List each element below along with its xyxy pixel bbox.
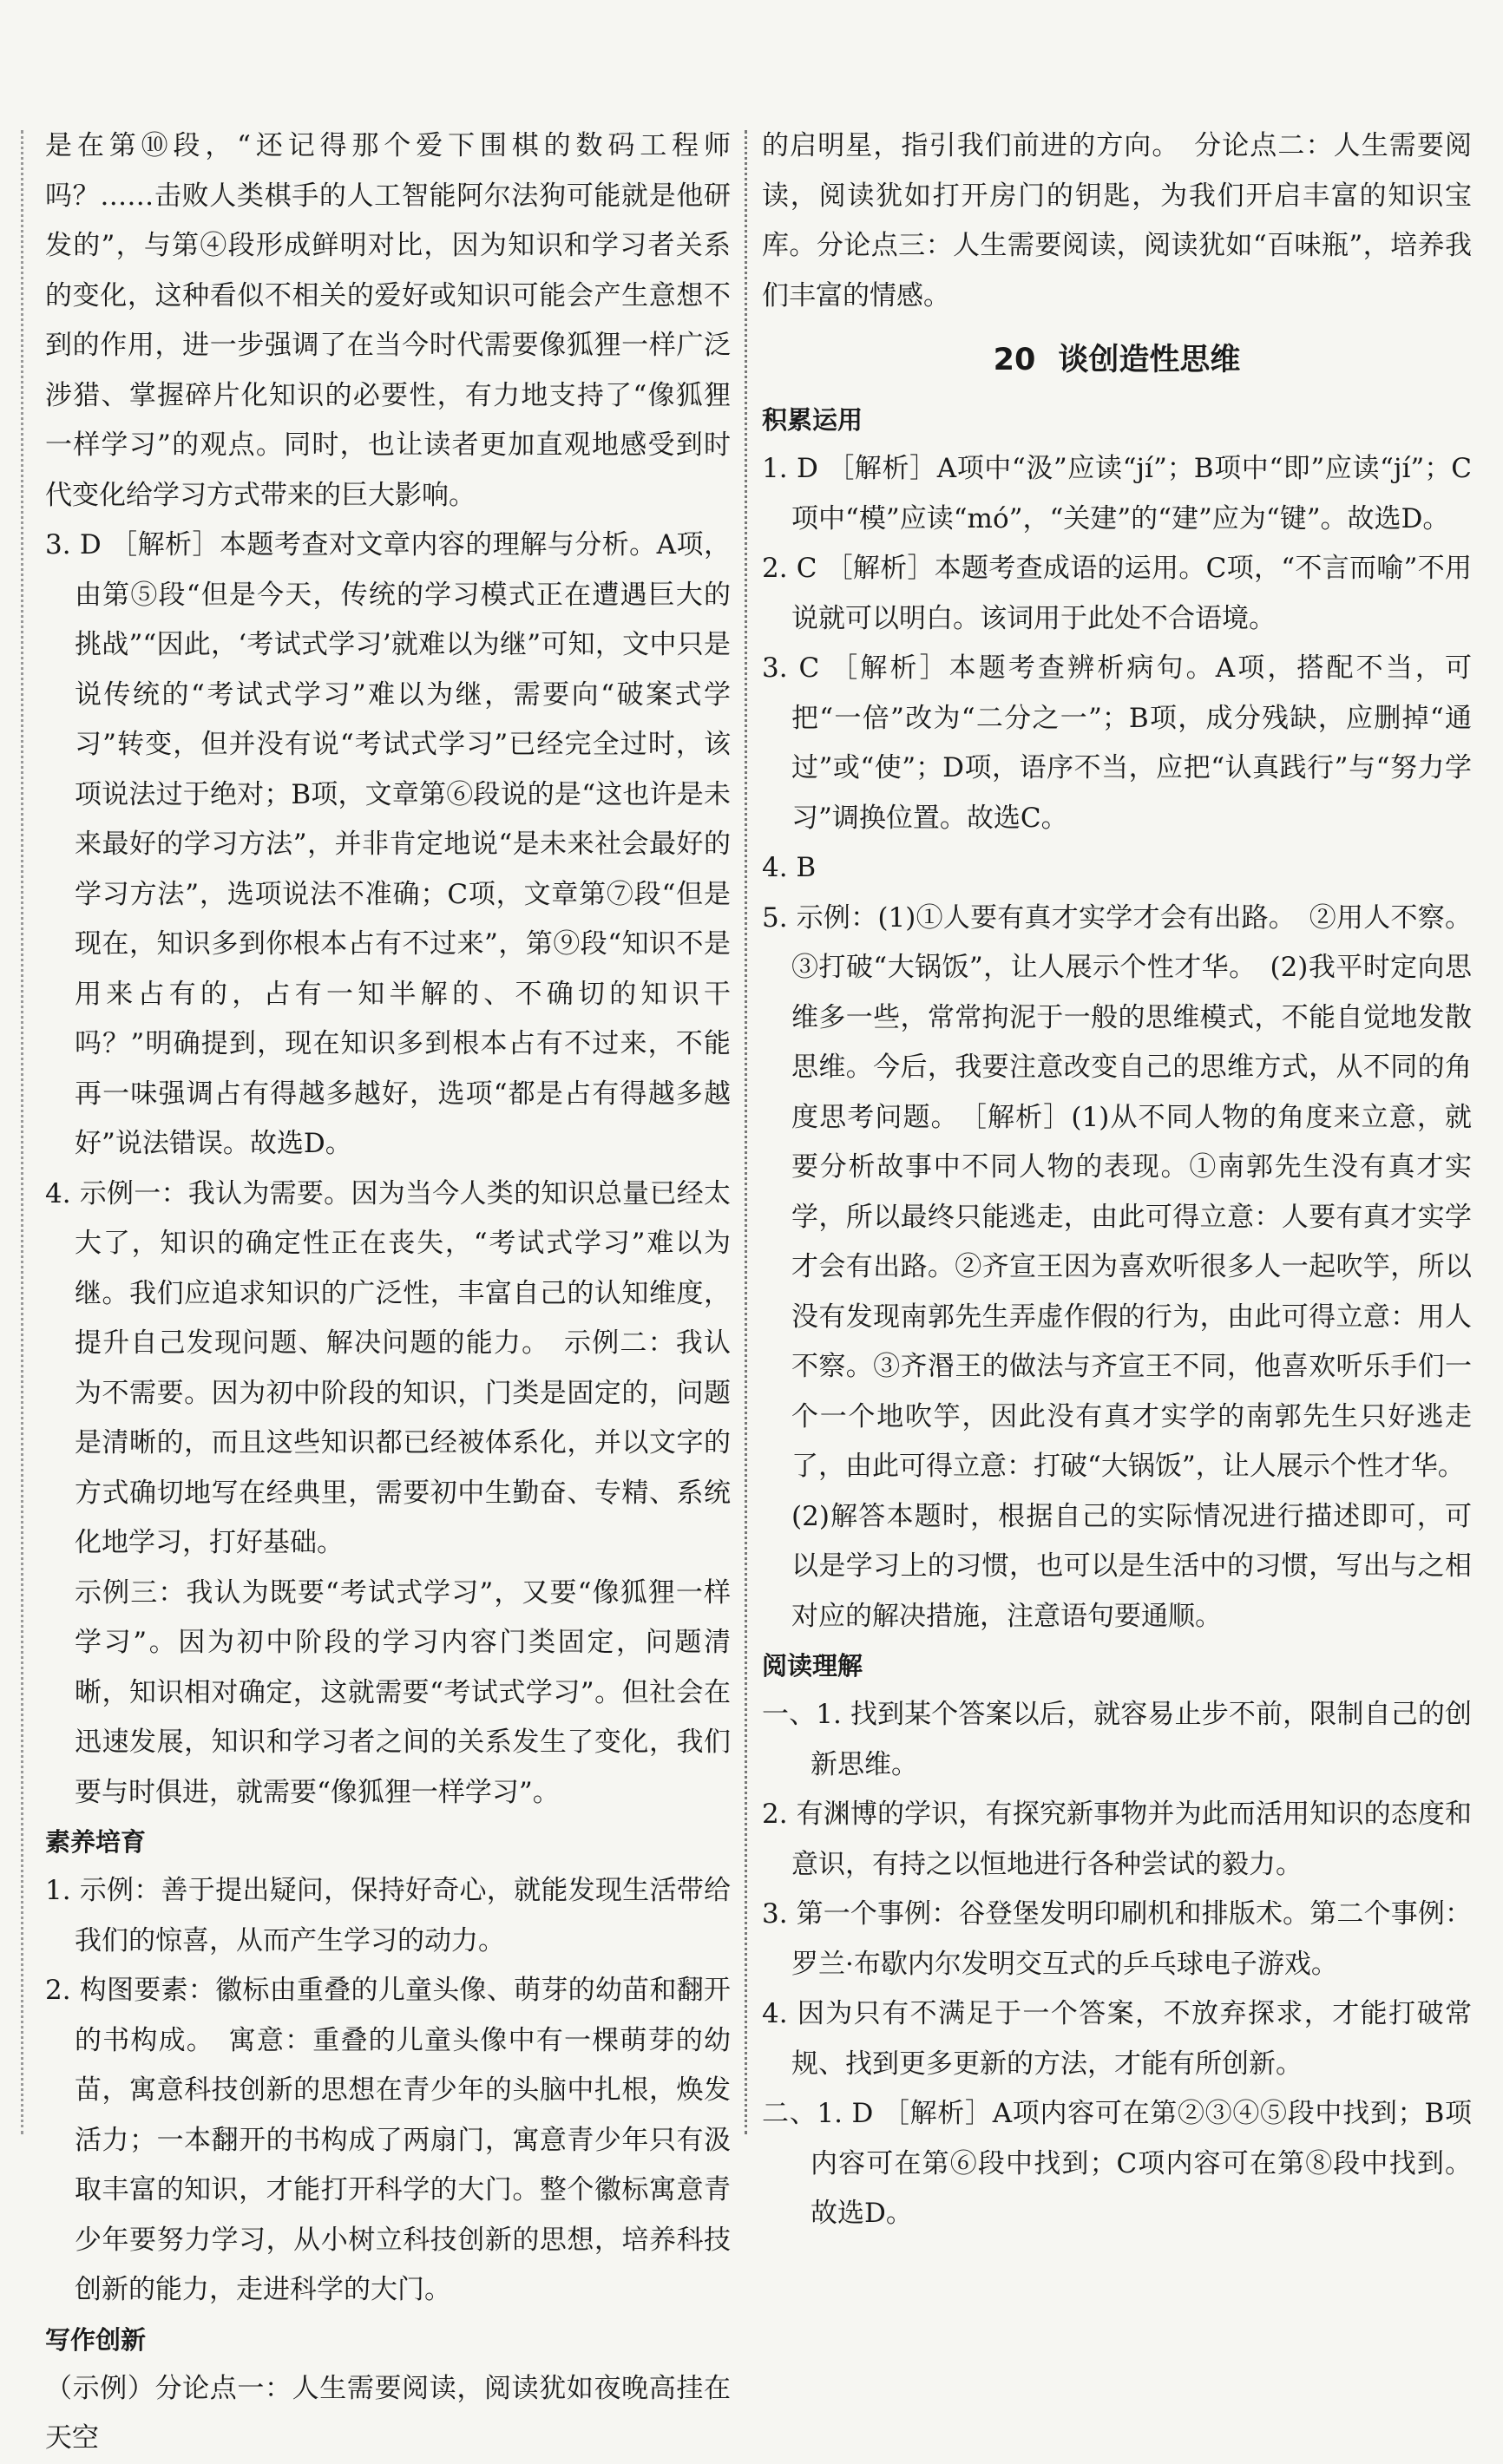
left-column <box>45 121 731 2464</box>
accumulation-item-1: 1. D ［解析］A项中“汲”应读“jí”；B项中“即”应读“jí”；C项中“模”应读“mó”，“关建”的“建”应为“键”。故选D。 <box>762 453 1472 534</box>
section-heading-accumulation: 积累运用 <box>762 405 863 435</box>
answer-item-4-example-3: 示例三：我认为既要“考试式学习”，又要“像狐狸一样学习”。因为初中阶段的学习内容门类固定，问题清晰，知识相对确定，这就需要“考试式学习”。但社会在迅速发展，知识和学习者之间的关系发生了变化，我们要与时俱进，就需要“像狐狸一样学习”。 <box>75 1576 731 1808</box>
accumulation-item-5: 5. 示例：(1)①人要有真才实学才会有出路。 ②用人不察。③打破“大锅饭”，让人展示个性才华。 (2)我平时定向思维多一些，常常拘泥于一般的思维模式，不能自觉地发散思维。今后，我要注意改变自己的思维方式，从不同的角度思考问题。 ［解析］(1)从不同人物的角度来立意，就要分析故事中不同人物的表现。①南郭先生没有真才实学，所以最终只能逃走，由此可得立意：人要有真才实学才会有出路。②齐宣王因为喜欢听很多人一起吹竽，所以没有发现南郭先生弄虚作假的行为，由此可得立意：用人不察。③齐湣王的做法与齐宣王不同，他喜欢听乐手们一个一个地吹竽，因此没有真才实学的南郭先生只好逃走了，由此可得立意：打破“大锅饭”，让人展示个性才华。 <box>762 901 1472 1482</box>
paragraph-continuation: 是在第⑩段，“还记得那个爱下围棋的数码工程师吗？……击败人类棋手的人工智能阿尔法狗可能就是他研发的”，与第④段形成鲜明对比，因为知识和学习者关系的变化，这种看似不相关的爱好或知识可能会产生意想不到的作用，进一步强调了在当今时代需要像狐狸一样广泛涉猎、掌握碎片化知识的必要性，有力地支持了“像狐狸一样学习”的观点。同时，也让读者更加直观地感受到时代变化给学习方式带来的巨大影响。 <box>45 130 731 511</box>
section-heading-reading: 阅读理解 <box>762 1651 863 1681</box>
reading-item-1-4: 4. 因为只有不满足于一个答案，不放弃探求，才能打破常规、找到更多更新的方法，才能有所创新。 <box>762 1998 1472 2080</box>
section-heading-literacy: 素养培育 <box>45 1827 147 1857</box>
lesson-title <box>762 326 1472 394</box>
accumulation-item-4: 4. B <box>762 852 817 883</box>
accumulation-item-2: 2. C ［解析］本题考查成语的运用。C项，“不言而喻”不用说就可以明白。该词用于此处不合语境。 <box>762 553 1472 634</box>
column-divider <box>745 130 747 2134</box>
literacy-item-1: 1. 示例：善于提出疑问，保持好奇心，就能发现生活带给我们的惊喜，从而产生学习的动力。 <box>45 1875 731 1956</box>
answer-item-4: 4. 示例一：我认为需要。因为当今人类的知识总量已经太大了，知识的确定性正在丧失，“考试式学习”难以为继。我们应追求知识的广泛性，丰富自己的认知维度，提升自己发现问题、解决问题的能力。 示例二：我认为不需要。因为初中阶段的知识，门类是固定的，问题是清晰的，而且这些知识都已经被体系化，并以文字的方式确切地写在经典里，需要初中生勤奋、专精、系统化地学习，打好基础。 <box>45 1177 731 1558</box>
reading-item-1-2: 2. 有渊博的学识，有探究新事物并为此而活用知识的态度和意识，有持之以恒地进行各种尝试的毅力。 <box>762 1799 1472 1880</box>
literacy-item-2: 2. 构图要素：徽标由重叠的儿童头像、萌芽的幼苗和翻开的书构成。 寓意：重叠的儿童头像中有一棵萌芽的幼苗，寓意科技创新的思想在青少年的头脑中扎根，焕发活力；一本翻开的书构成了两扇门，寓意青少年只有汲取丰富的知识，才能打开科学的大门。整个徽标寓意青少年要努力学习，从小树立科技创新的思想，培养科技创新的能力，走进科学的大门。 <box>45 1975 731 2305</box>
reading-item-1-1: 一、1. 找到某个答案以后，就容易止步不前，限制自己的创新思维。 <box>762 1699 1472 1780</box>
lesson-title-text: 谈创造性思维 <box>1058 343 1241 377</box>
answer-item-3: 3. D ［解析］本题考查对文章内容的理解与分析。A项，由第⑤段“但是今天，传统的学习模式正在遭遇巨大的挑战”“因此，‘考试式学习’就难以为继”可知，文中只是说传统的“考试式学习”难以为继，需要向“破案式学习”转变，但并没有说“考试式学习”已经完全过时，该项说法过于绝对；B项，文章第⑥段说的是“这也许是未来最好的学习方法”，并非肯定地说“是未来社会最好的学习方法”，选项说法不准确；C项，文章第⑦段“但是现在，知识多到你根本占有不过来”，第⑨段“知识不是用来占有的，占有一知半解的、不确切的知识干吗？”明确提到，现在知识多到根本占有不过来，不能再一味强调占有得越多越好，选项“都是占有得越多越好”说法错误。故选D。 <box>45 529 731 1159</box>
reading-item-2-1: 二、1. D ［解析］A项内容可在第②③④⑤段中找到；B项内容可在第⑥段中找到；C项内容可在第⑧段中找到。故选D。 <box>762 2098 1472 2229</box>
reading-item-1-3: 3. 第一个事例：谷登堡发明印刷机和排版术。第二个事例：罗兰·布歇内尔发明交互式的乒乓球电子游戏。 <box>762 1898 1472 1980</box>
lesson-number: 20 <box>993 343 1036 377</box>
accumulation-item-5-part-2: (2)解答本题时，根据自己的实际情况进行描述即可，可以是学习上的习惯，也可以是生活中的习惯，写出与之相对应的解决措施，注意语句要通顺。 <box>791 1500 1472 1632</box>
right-column <box>762 121 1472 2239</box>
section-heading-writing: 写作创新 <box>45 2324 147 2355</box>
writing-example-continuation: 的启明星，指引我们前进的方向。 分论点二：人生需要阅读，阅读犹如打开房门的钥匙，为我们开启丰富的知识宝库。分论点三：人生需要阅读，阅读犹如“百味瓶”，培养我们丰富的情感。 <box>762 130 1472 311</box>
accumulation-item-3: 3. C ［解析］本题考查辨析病句。A项，搭配不当，可把“一倍”改为“二分之一”；B项，成分残缺，应删掉“通过”或“使”；D项，语序不当，应把“认真践行”与“努力学习”调换位置。故选C。 <box>762 652 1472 834</box>
binding-edge <box>21 130 23 2134</box>
writing-example-start: （示例）分论点一：人生需要阅读，阅读犹如夜晚高挂在天空 <box>45 2372 731 2454</box>
